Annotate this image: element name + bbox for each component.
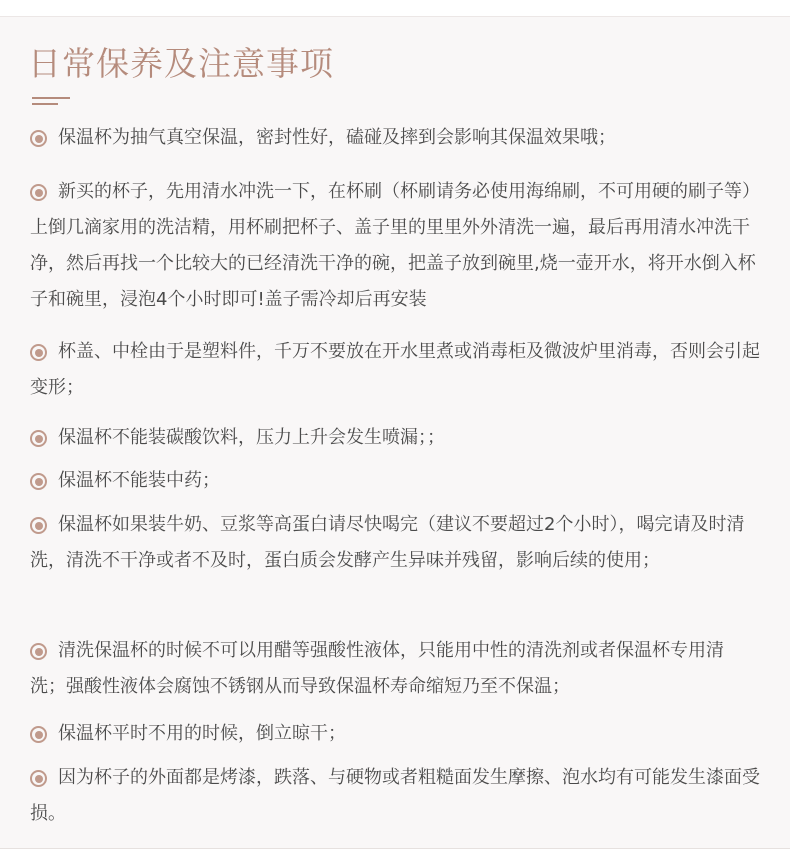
radio-bullet-icon [30, 184, 47, 201]
list-item [30, 120, 765, 156]
list-item-text: 保温杯如果装牛奶、豆浆等高蛋白请尽快喝完（建议不要超过2个小时），喝完请及时清洗，清洗不干净或者不及时，蛋白质会发酵产生异味并残留，影响后续的使用； [30, 514, 745, 571]
list-item-text: 因为杯子的外面都是烤漆，跌落、与硬物或者粗糙面发生摩擦、泡水均有可能发生漆面受损。 [30, 767, 760, 824]
bottom-divider [0, 848, 790, 855]
list-item [30, 174, 765, 318]
top-divider [0, 0, 790, 17]
list-item-text: 保温杯为抽气真空保温，密封性好，磕碰及摔到会影响其保温效果哦； [58, 127, 616, 148]
page-title: 日常保养及注意事项 [28, 44, 334, 83]
list-item [30, 507, 765, 579]
list-item-text: 清洗保温杯的时候不可以用醋等强酸性液体，只能用中性的清洗剂或者保温杯专用清洗；强酸性液体会腐蚀不锈钢从而导致保温杯寿命缩短乃至不保温； [30, 640, 724, 697]
list-item-text: 保温杯不能装碳酸饮料，压力上升会发生喷漏；； [58, 427, 445, 448]
list-item-text: 新买的杯子，先用清水冲洗一下，在杯刷（杯刷请务必使用海绵刷，不可用硬的刷子等）上倒几滴家用的洗洁精，用杯刷把杯子、盖子里的里里外外清洗一遍，最后再用清水冲洗干净，然后再找一个比较大的已经清洗干净的碗，把盖子放到碗里,烧一壶开水，将开水倒入杯子和碗里，浸泡4个小时即可!盖子需冷却后再安装 [30, 181, 760, 310]
list-item-text: 保温杯不能装中药； [58, 470, 220, 491]
radio-bullet-icon [30, 130, 47, 147]
list-item [30, 716, 765, 752]
list-item-text: 保温杯平时不用的时候，倒立晾干； [58, 723, 346, 744]
radio-bullet-icon [30, 344, 47, 361]
list-item-text: 杯盖、中栓由于是塑料件，千万不要放在开水里煮或消毒柜及微波炉里消毒，否则会引起变形； [30, 341, 760, 398]
radio-bullet-icon [30, 643, 47, 660]
list-item [30, 420, 765, 456]
list-item [30, 760, 765, 832]
list-item [30, 633, 750, 705]
radio-bullet-icon [30, 430, 47, 447]
radio-bullet-icon [30, 517, 47, 534]
list-item [30, 463, 765, 499]
title-underline [32, 103, 58, 105]
radio-bullet-icon [30, 770, 47, 787]
title-underline [32, 97, 70, 99]
list-item [30, 334, 765, 406]
radio-bullet-icon [30, 726, 47, 743]
radio-bullet-icon [30, 473, 47, 490]
